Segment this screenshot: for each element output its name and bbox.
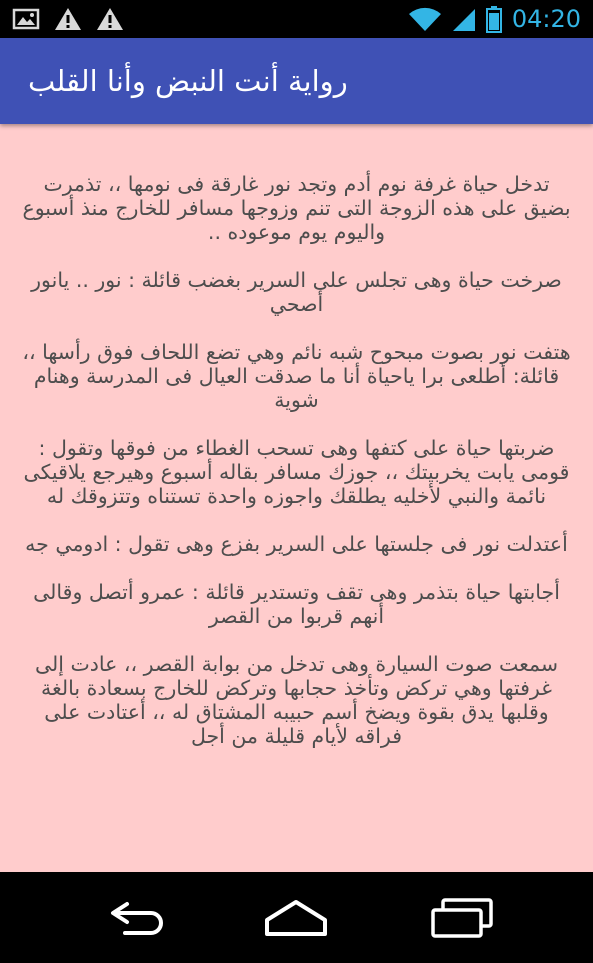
warning-icon [96,7,124,31]
battery-icon [486,5,502,33]
story-paragraph: سمعت صوت السيارة وهى تدخل من بوابة القصر ،، عادت إلى غرفتها وهي تركض وتأخذ حجابها وتركض للخارج بسعادة بالغة وقلبها يدق بقوة ويضخ أسم حبيبه المشتاق له ،، أعتادت على فراقه لأيام قليلة من أجل [34,652,559,748]
story-paragraph: صرخت حياة وهى تجلس على السرير بغضب قائلة : نور .. يانور أصحي [31,268,562,316]
story-paragraph: أعتدلت نور فى جلستها على السرير بفزع وهى تقول : ادومي جه [25,532,568,556]
page-title: رواية أنت النبض وأنا القلب [28,64,348,98]
recent-apps-icon [429,897,495,939]
story-content[interactable] [0,124,593,872]
story-paragraph: ضربتها حياة على كتفها وهى تسحب الغطاء من فوقها وتقول : قومى يابت يخربيتك ،، جوزك مسافر بقاله أسبوع وهيرجع يلاقيكى نائمة والنبي لأخليه يطلقك واجوزه واحدة تستناه وتتزوقك له [23,436,570,508]
home-button[interactable] [256,890,336,946]
status-bar [0,0,593,38]
warning-icon [54,7,82,31]
recent-apps-button[interactable] [422,890,502,946]
navigation-bar [0,872,593,963]
notification-icons [12,7,124,31]
story-paragraph: تدخل حياة غرفة نوم أدم وتجد نور غارقة فى نومها ،، تذمرت بضيق على هذه الزوجة التى تنم وزوجها مسافر للخارج منذ أسبوع واليوم يوم موعوده .. [22,172,571,244]
story-paragraph: أجابتها حياة بتذمر وهى تقف وتستدير قائلة : عمرو أتصل وقالى أنهم قربوا من القصر [33,580,560,628]
app-bar [0,38,593,124]
home-icon [261,898,331,938]
story-paragraph: هتفت نور بصوت مبحوح شبه نائم وهي تضع اللحاف فوق رأسها ،، قائلة: أطلعى برا ياحياة أنا ما صدقت العيال فى المدرسة وهنام شوية [22,340,571,412]
gallery-notification-icon [12,8,40,30]
story-text [18,172,575,772]
system-icons [408,4,581,34]
signal-icon [452,6,476,32]
back-icon [105,898,171,938]
wifi-icon [408,6,442,32]
back-button[interactable] [98,890,178,946]
status-clock: 04:20 [511,5,581,33]
